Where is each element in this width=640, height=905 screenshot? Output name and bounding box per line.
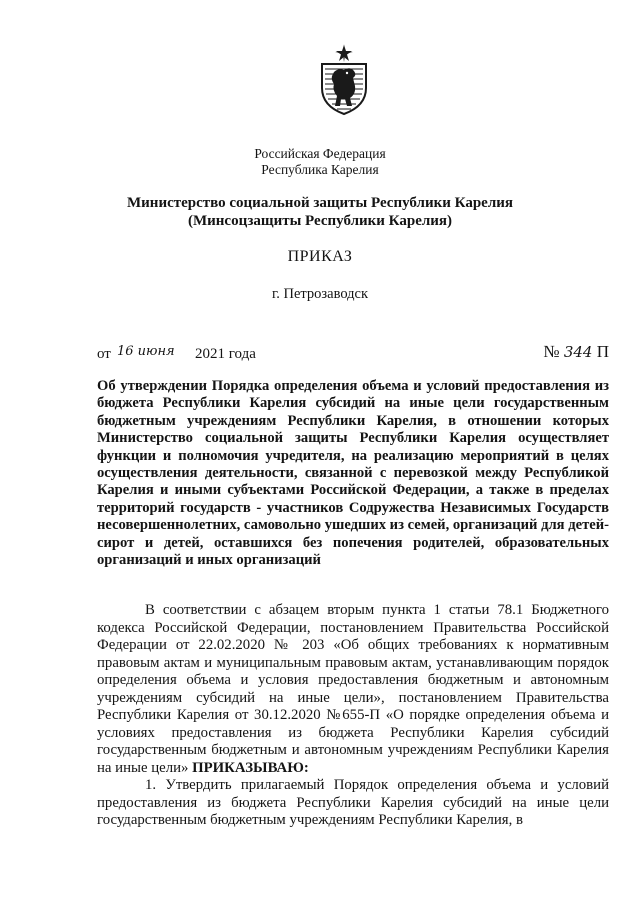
document-type: ПРИКАЗ <box>287 248 353 265</box>
region-name: Республика Карелия <box>261 162 379 177</box>
country-name: Российская Федерация <box>254 146 386 161</box>
ministry-line-2: (Минсоцзащиты Республики Карелия) <box>187 213 453 229</box>
document-city: г. Петрозаводск <box>271 286 369 302</box>
document-number <box>543 342 609 362</box>
body-paragraph-1 <box>97 602 609 777</box>
header-country <box>0 146 640 178</box>
prikazyvayu-keyword: ПРИКАЗЫВАЮ: <box>192 759 309 776</box>
handwritten-date: 16 июня <box>117 344 175 359</box>
karelia-coat-of-arms-icon <box>314 44 374 116</box>
number-prefix: № <box>543 342 560 361</box>
handwritten-number: 344 <box>563 343 593 361</box>
date-prefix: от <box>97 346 111 362</box>
document-body <box>97 602 609 830</box>
ministry-line-1: Министерство социальной защиты Республики Карелия <box>127 195 513 211</box>
document-title: Об утверждении Порядка определения объема и условий предоставления из бюджета Республики Карелия субсидий на иные цели государственным бюджетным учреждениям Республики Карелия, в отношении которых Министерство социальной защиты Республики Карелия осуществляет функции и полномочия учредителя, на реализацию мероприятий в целях осуществления деятельности, связанной с перевозкой между Республикой Карелия и иными субъектами Российской Федерации, а также в пределах территорий государств - участников Содружества Независимых Государств несовершеннолетних, самовольно ушедших из семей, организаций для детей-сирот и детей, оставшихся без попечения родителей, образовательных организаций и иных организаций <box>97 378 609 569</box>
number-suffix: П <box>596 342 609 361</box>
date-number-line <box>97 342 609 366</box>
body-paragraph-2: 1. Утвердить прилагаемый Порядок определения объема и условий предоставления из бюджета Республики Карелия субсидий на иные цели государственным бюджетным учреждениям Республики Карелия, в <box>97 777 609 828</box>
paragraph-1-text: В соответствии с абзацем вторым пункта 1 статьи 78.1 Бюджетного кодекса Российской Федерации, постановлением Правительства Российской Федерации от 22.02.2020 № 203 «Об общих требованиях к нормативным правовым актам и муниципальным правовым актам, устанавливающим порядок определения объема и условия предоставления бюджетным и автономным учреждениям субсидий на иные цели», постановлением Правительства Республики Карелия от 30.12.2020 №655-П «О порядке определения объема и условиях предоставления из бюджета Республики Карелия субсидий государственным бюджетным и автономным учреждениям Республики Карелия на иные цели» <box>97 602 609 776</box>
date-year: 2021 года <box>195 346 256 362</box>
ministry-name <box>0 194 640 230</box>
